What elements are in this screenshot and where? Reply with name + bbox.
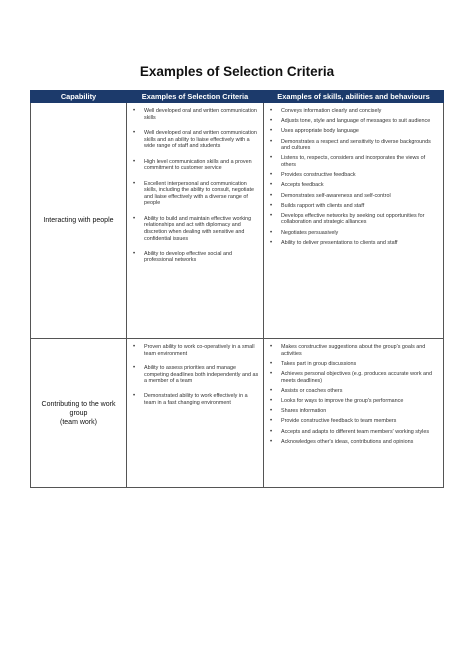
page-title: Examples of Selection Criteria — [139, 64, 335, 79]
list-item: • Uses appropriate body language — [264, 128, 439, 135]
list-item: • Ability to deliver presentations to clients and staff — [264, 240, 439, 247]
capability-label: Contributing to the work — [41, 400, 116, 408]
list-item: • Provide constructive feedback to team members — [264, 418, 439, 425]
list-item: • Achieves personal objectives (e.g. produces accurate work and meets deadlines) — [264, 371, 439, 384]
list-item: • Develops effective networks by seeking out opportunities for collaboration and strategic alliances — [264, 213, 439, 226]
list-item: • Looks for ways to improve the group's performance — [264, 398, 439, 405]
list-item: • Conveys information clearly and concisely — [264, 108, 439, 115]
list-item: • Listens to, respects, considers and incorporates the views of others — [264, 155, 439, 168]
capability-label: (team work) — [60, 418, 97, 426]
list-item: • Negotiates persuasively — [264, 230, 439, 237]
list-item: • Acknowledges other's ideas, contributions and opinions — [264, 439, 439, 446]
list-item: • Assists or coaches others — [264, 388, 439, 395]
table-row — [31, 339, 444, 488]
list-item: • Builds rapport with clients and staff — [264, 203, 439, 210]
list-item: • Well developed oral and written communication skills and an ability to liaise effectively with a wide range of staff and students — [127, 130, 259, 150]
table-row — [31, 103, 444, 339]
header-selection-criteria: Examples of Selection Criteria — [127, 91, 264, 103]
list-item: • Accepts and adapts to different team members' working styles — [264, 429, 439, 436]
list-item: • Makes constructive suggestions about the group's goals and activities — [264, 344, 439, 357]
header-skills-abilities: Examples of skills, abilities and behaviours — [264, 91, 444, 103]
capability-cell — [31, 103, 127, 339]
criteria-cell — [127, 103, 264, 339]
list-item: • Ability to develop effective social and professional networks — [127, 251, 259, 264]
list-item: • Demonstrates self-awareness and self-control — [264, 193, 439, 200]
table-header-row — [31, 91, 444, 103]
skills-cell — [264, 339, 444, 488]
list-item: • Ability to assess priorities and manage competing deadlines both independently and as a member of a team — [127, 365, 259, 385]
list-item: • Proven ability to work co-operatively in a small team environment — [127, 344, 259, 357]
header-capability: Capability — [31, 91, 127, 103]
list-item: • Ability to build and maintain effective working relationships and act with diplomacy and discretion when dealing with sensitive and confidential issues — [127, 216, 259, 242]
list-item: • Demonstrates a respect and sensitivity to diverse backgrounds and cultures — [264, 139, 439, 152]
list-item: • Shares information — [264, 408, 439, 415]
capability-label: Interacting with people — [43, 217, 114, 224]
skills-cell — [264, 103, 444, 339]
list-item: • Excellent interpersonal and communication skills, including the ability to consult, negotiate and liaise effectively with a diverse range of people — [127, 181, 259, 207]
list-item: • High level communication skills and a proven commitment to customer service — [127, 159, 259, 172]
capability-label: group — [69, 409, 88, 417]
list-item: • Provides constructive feedback — [264, 172, 439, 179]
list-item: • Well developed oral and written communication skills — [127, 108, 259, 121]
list-item: • Demonstrated ability to work effectively in a team in a fast changing environment — [127, 393, 259, 406]
criteria-cell — [127, 339, 264, 488]
selection-criteria-table — [30, 90, 444, 488]
list-item: • Accepts feedback — [264, 182, 439, 189]
list-item: • Adjusts tone, style and language of messages to suit audience — [264, 118, 439, 125]
capability-cell — [31, 339, 127, 488]
list-item: • Takes part in group discussions — [264, 361, 439, 368]
